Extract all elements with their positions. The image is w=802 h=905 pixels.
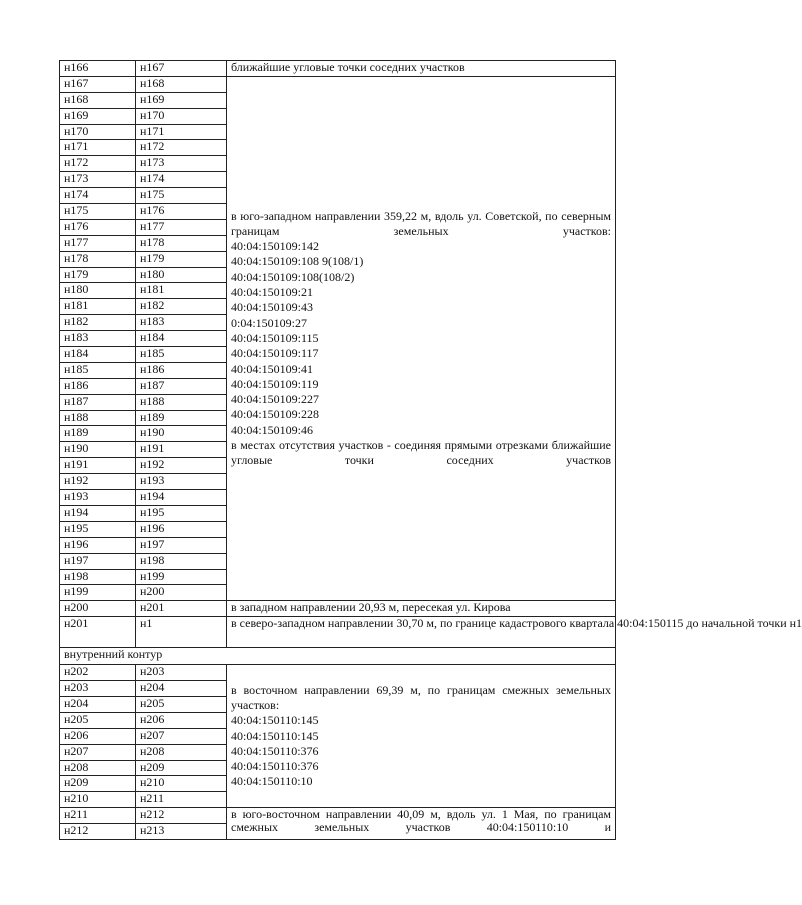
- point-from: н173: [60, 172, 136, 188]
- point-from: н181: [60, 299, 136, 315]
- point-to: н180: [136, 267, 227, 283]
- point-from: н197: [60, 553, 136, 569]
- point-to: н182: [136, 299, 227, 315]
- point-from: н193: [60, 490, 136, 506]
- cadastral-number: 40:04:150109:21: [231, 285, 314, 300]
- description-line: в местах отсутствия участков - соединяя прямыми отрезками ближайшие угловые точки соседних участков: [231, 438, 611, 468]
- point-to: н185: [136, 347, 227, 363]
- point-from: н177: [60, 235, 136, 251]
- point-from: н187: [60, 394, 136, 410]
- point-from: н203: [60, 681, 136, 697]
- cadastral-number: 40:04:150109:142: [231, 239, 320, 254]
- point-to: н183: [136, 315, 227, 331]
- cadastral-number: 40:04:150110:376: [231, 743, 319, 758]
- point-from: н198: [60, 569, 136, 585]
- point-from: н169: [60, 108, 136, 124]
- point-from: н194: [60, 505, 136, 521]
- point-from: н190: [60, 442, 136, 458]
- point-to: н195: [136, 505, 227, 521]
- point-to: н172: [136, 140, 227, 156]
- point-from: н210: [60, 792, 136, 808]
- point-to: н207: [136, 728, 227, 744]
- table-row: [60, 61, 616, 77]
- section-heading: внутренний контур: [60, 648, 616, 665]
- cadastral-number: 40:04:150109:228: [231, 407, 320, 422]
- point-to: н204: [136, 681, 227, 697]
- point-from: н180: [60, 283, 136, 299]
- point-to: н171: [136, 124, 227, 140]
- table-row: [60, 665, 616, 681]
- cadastral-number: 40:04:150109:108 9(108/1): [231, 254, 364, 269]
- point-to: н211: [136, 792, 227, 808]
- cadastral-number: 40:04:150110:376: [231, 759, 319, 774]
- point-to: н176: [136, 204, 227, 220]
- point-from: н205: [60, 712, 136, 728]
- point-from: н171: [60, 140, 136, 156]
- point-from: н174: [60, 188, 136, 204]
- point-from: н195: [60, 521, 136, 537]
- point-to: н198: [136, 553, 227, 569]
- cadastral-number: 40:04:150109:43: [231, 300, 314, 315]
- point-to: н197: [136, 537, 227, 553]
- point-to: н206: [136, 712, 227, 728]
- point-from: н204: [60, 696, 136, 712]
- point-to: н192: [136, 458, 227, 474]
- point-from: н175: [60, 204, 136, 220]
- cadastral-number: 40:04:150110:145: [231, 713, 319, 728]
- point-from: н176: [60, 219, 136, 235]
- point-from: н207: [60, 744, 136, 760]
- point-from: н166: [60, 61, 136, 77]
- point-to: н187: [136, 378, 227, 394]
- point-to: н174: [136, 172, 227, 188]
- point-from: н196: [60, 537, 136, 553]
- point-to: н208: [136, 744, 227, 760]
- point-to: н175: [136, 188, 227, 204]
- table-row: [60, 648, 616, 665]
- cadastral-number: 40:04:150109:108(108/2): [231, 269, 355, 284]
- boundary-table: [59, 60, 802, 840]
- point-to: н196: [136, 521, 227, 537]
- point-from: н188: [60, 410, 136, 426]
- point-from: н191: [60, 458, 136, 474]
- segment-description: в северо-западном направлении 30,70 м, по границе кадастрового квартала 40:04:150115 до начальной точки н1: [227, 617, 616, 648]
- point-to: н213: [136, 824, 227, 840]
- point-from: н189: [60, 426, 136, 442]
- description-line: в юго-западном направлении 359,22 м, вдоль ул. Советской, по северным границам земельных участков:: [231, 208, 611, 238]
- segment-description: [227, 665, 616, 808]
- point-from: н167: [60, 76, 136, 92]
- point-to: н199: [136, 569, 227, 585]
- point-to: н1: [136, 617, 227, 648]
- segment-description: [227, 76, 616, 600]
- point-from: н186: [60, 378, 136, 394]
- point-to: н193: [136, 474, 227, 490]
- point-to: н203: [136, 665, 227, 681]
- point-from: н182: [60, 315, 136, 331]
- cadastral-number: 40:04:150110:145: [231, 728, 319, 743]
- point-from: н178: [60, 251, 136, 267]
- cadastral-number: 40:04:150109:41: [231, 361, 314, 376]
- cadastral-number: 40:04:150109:46: [231, 422, 314, 437]
- point-to: н186: [136, 362, 227, 378]
- point-from: н211: [60, 808, 136, 824]
- cadastral-number: 0:04:150109:27: [231, 315, 308, 330]
- point-to: н179: [136, 251, 227, 267]
- point-from: н208: [60, 760, 136, 776]
- cadastral-number: 40:04:150109:117: [231, 346, 319, 361]
- point-to: н210: [136, 776, 227, 792]
- point-from: н212: [60, 824, 136, 840]
- point-to: н188: [136, 394, 227, 410]
- point-from: н179: [60, 267, 136, 283]
- point-from: н185: [60, 362, 136, 378]
- point-to: н212: [136, 808, 227, 824]
- cadastral-number: 40:04:150110:10: [231, 774, 313, 789]
- point-from: н170: [60, 124, 136, 140]
- point-from: н192: [60, 474, 136, 490]
- boundary-table-body: [60, 60, 802, 840]
- cadastral-number: 40:04:150109:227: [231, 392, 320, 407]
- point-from: н199: [60, 585, 136, 601]
- point-to: н169: [136, 92, 227, 108]
- cadastral-number: 40:04:150109:115: [231, 330, 319, 345]
- point-to: н181: [136, 283, 227, 299]
- point-to: н189: [136, 410, 227, 426]
- point-to: н194: [136, 490, 227, 506]
- point-from: н209: [60, 776, 136, 792]
- segment-description: в западном направлении 20,93 м, пересекая ул. Кирова: [227, 601, 616, 617]
- table-row: [60, 617, 616, 648]
- point-to: н190: [136, 426, 227, 442]
- point-from: н206: [60, 728, 136, 744]
- point-to: н178: [136, 235, 227, 251]
- point-to: н201: [136, 601, 227, 617]
- point-to: н177: [136, 219, 227, 235]
- point-from: н202: [60, 665, 136, 681]
- segment-description: в юго-восточном направлении 40,09 м, вдоль ул. 1 Мая, по границам смежных земельных участков 40:04:150110:10 и: [227, 808, 616, 840]
- point-from: н172: [60, 156, 136, 172]
- point-to: н209: [136, 760, 227, 776]
- point-to: н205: [136, 696, 227, 712]
- point-to: н168: [136, 76, 227, 92]
- point-to: н167: [136, 61, 227, 77]
- point-from: н201: [60, 617, 136, 648]
- table-row: [60, 601, 616, 617]
- point-to: н173: [136, 156, 227, 172]
- segment-description: ближайшие угловые точки соседних участков: [227, 61, 616, 77]
- point-from: н168: [60, 92, 136, 108]
- point-to: н170: [136, 108, 227, 124]
- cadastral-number: 40:04:150109:119: [231, 376, 319, 391]
- table-row: [60, 808, 616, 824]
- table-row: [60, 76, 616, 92]
- description-line: в восточном направлении 69,39 м, по границам смежных земельных участков:: [231, 682, 611, 712]
- point-from: н200: [60, 601, 136, 617]
- point-from: н183: [60, 331, 136, 347]
- point-to: н200: [136, 585, 227, 601]
- point-to: н184: [136, 331, 227, 347]
- point-from: н184: [60, 347, 136, 363]
- point-to: н191: [136, 442, 227, 458]
